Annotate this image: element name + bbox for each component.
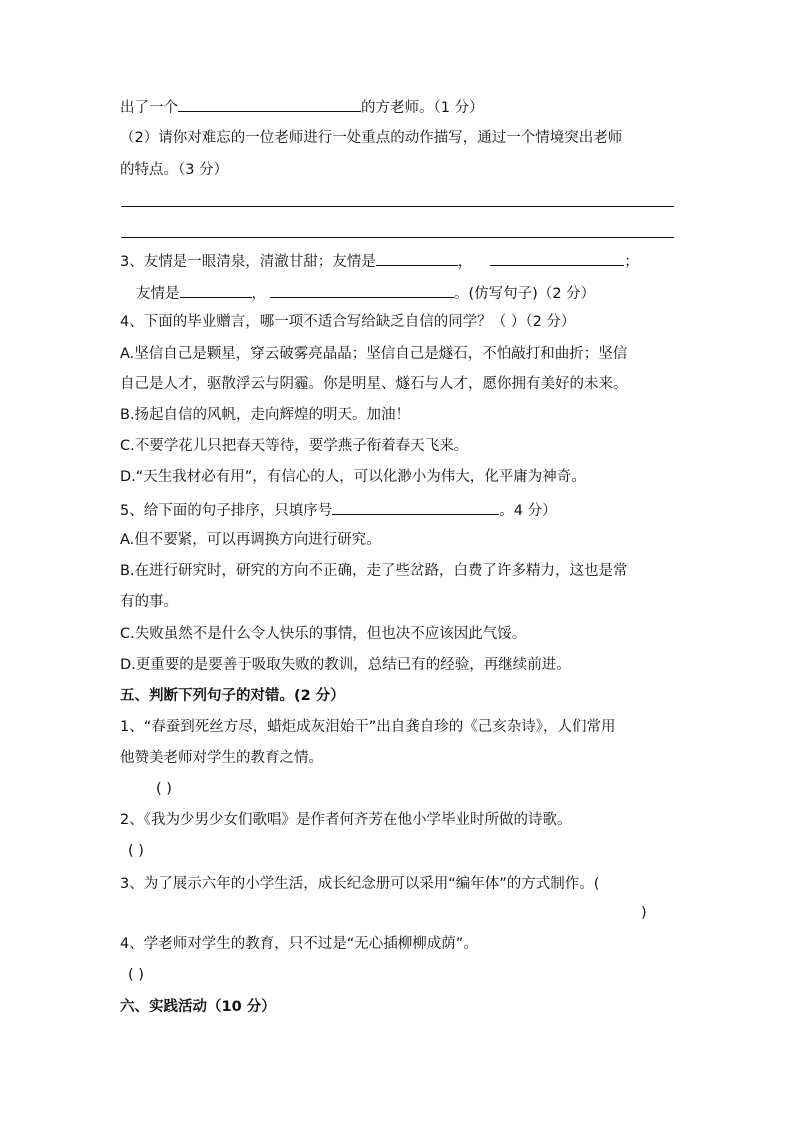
s5-item1-line1: 1、“春蚕到死丝方尽，蜡炬成灰泪始干”出自龚自珍的《己亥杂诗》，人们常用 bbox=[120, 719, 616, 735]
q3-line1: 3、友情是一眼清泉，清澈甘甜；友情是 ， ； bbox=[120, 250, 639, 272]
answer-blank[interactable] bbox=[180, 282, 252, 298]
q4-option-c: C.不要学花儿只把春天等待，要学燕子衔着春天飞来。 bbox=[120, 438, 469, 454]
q4-part2-line2: 的特点。（3 分） bbox=[120, 162, 229, 178]
answer-blank[interactable] bbox=[270, 282, 454, 298]
q5-option-a: A.但不要紧，可以再调换方向进行研究。 bbox=[120, 532, 381, 548]
section5-heading: 五、判断下列句子的对错。(2 分） bbox=[120, 688, 345, 704]
q5-option-d: D.更重要的是要善于吸取失败的教训，总结已有的经验，再继续前进。 bbox=[120, 657, 571, 673]
section6-heading: 六、实践活动（10 分） bbox=[120, 999, 276, 1015]
s5-item3-line1: 3、为了展示六年的小学生活，成长纪念册可以采用“编年体”的方式制作。( bbox=[120, 876, 600, 892]
answer-blank[interactable] bbox=[490, 250, 624, 266]
answer-blank[interactable] bbox=[332, 499, 499, 515]
q4-stem: 4、下面的毕业赠言，哪一项不适合写给缺乏自信的同学？（ ）（2 分） bbox=[120, 314, 576, 330]
q4-option-d: D.“天生我材必有用”，有信心的人，可以化渺小为伟大，化平庸为神奇。 bbox=[120, 469, 586, 485]
q5-option-b-line2: 有的事。 bbox=[120, 594, 178, 610]
answer-line[interactable] bbox=[121, 237, 674, 238]
answer-blank[interactable] bbox=[376, 250, 458, 266]
q4-option-a-line1: A.坚信自己是颗星，穿云破雾亮晶晶；坚信自己是燧石，不怕敲打和曲折；坚信 bbox=[120, 346, 628, 362]
answer-line[interactable] bbox=[121, 206, 674, 207]
q5-option-c: C.失败虽然不是什么令人快乐的事情，但也决不应该因此气馁。 bbox=[120, 626, 527, 642]
answer-blank[interactable] bbox=[178, 96, 361, 112]
s5-item4-line1: 4、学老师对学生的教育，只不过是“无心插柳柳成荫”。 bbox=[120, 936, 478, 952]
q3-line2: 友情是 ， 。(仿写句子)（2 分） bbox=[136, 282, 595, 304]
s5-item1-line2: 他赞美老师对学生的教育之情。 bbox=[120, 750, 323, 766]
s5-item3-answer-paren-close[interactable]: ) bbox=[641, 905, 647, 921]
q4-option-a-line2: 自己是人才，驱散浮云与阴霾。你是明星、燧石与人才，愿你拥有美好的未来。 bbox=[120, 376, 628, 392]
q4-option-b: B.扬起自信的风帆，走向辉煌的明天。加油！ bbox=[120, 407, 411, 423]
q4-part2-line1: （2）请你对难忘的一位老师进行一处重点的动作描写，通过一个情境突出老师 bbox=[120, 130, 623, 146]
s5-item4-answer-paren[interactable]: ( ) bbox=[128, 967, 144, 983]
q4-part1-tail: 出了一个 的方老师。（1 分） bbox=[120, 96, 484, 118]
s5-item2-answer-paren[interactable]: ( ) bbox=[128, 843, 144, 859]
q5-stem: 5、给下面的句子排序，只填序号 。4 分） bbox=[120, 499, 557, 521]
s5-item1-answer-paren[interactable]: ( ) bbox=[156, 781, 172, 797]
q5-option-b-line1: B.在进行研究时，研究的方向不正确，走了些岔路，白费了许多精力，这也是常 bbox=[120, 563, 628, 579]
s5-item2-line1: 2、《我为少男少女们歌唱》是作者何齐芳在他小学毕业时所做的诗歌。 bbox=[120, 812, 572, 828]
